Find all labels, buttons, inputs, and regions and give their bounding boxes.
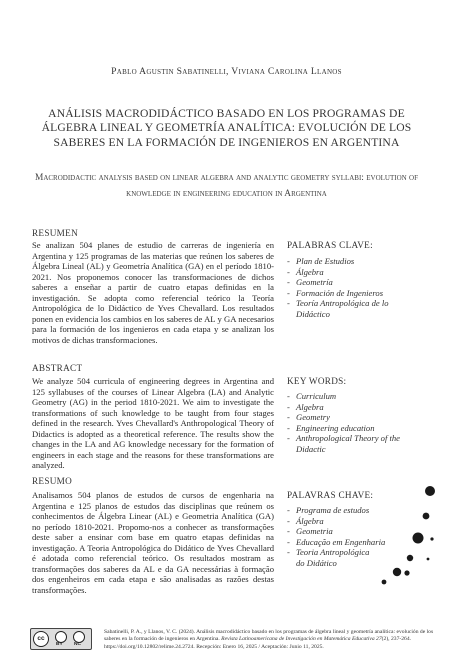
resumo-heading: RESUMO [32,476,73,486]
title-english: Macrodidactic analysis based on linear algebra and analytic geometry syllabi: evolution of knowledge in engineering education in Argentina [35,173,418,199]
abstract-text: We analyze 504 curricula of engineering degrees in Argentina and 125 syllabuses of the courses of Linear Algebra (LA) and Analytic Geometry (AG) in the period 1810-2021. We aim to investigate the transformations of such knowledge to be taught from four stages defined in the research. Yves Chevallard's Anthropological Theory of Didactics is adopted as a theoretical reference. The results show the changes in the LA and AG knowledge necessary for the formation of engineers in each stage and the reasons for these transformations are analyzed. [32,376,274,471]
keyword-item: - Geometría [287,277,333,288]
keyword-item: - Educação em Engenharia [287,536,386,547]
keyword-item: - Programa de estudos [287,505,370,515]
keyword-item: - Formación de Ingenieros [287,287,384,298]
keyword-item: - Anthropological Theory of the Didactic [287,433,400,454]
resumen-keywords-heading: PALABRAS CLAVE: [287,240,373,250]
citation-tail: (2), 237-264. https://doi.org/10.12802/relime.24.2724. Recepción: Enero 16, 2025 / Aceptación: Junio 11, 2025. [104,636,412,650]
abstract-keywords [287,391,417,455]
keyword-item: - Teoría Antropológica de lo Didáctico [287,298,389,319]
citation-journal: Revista Latinoamericana de Investigación en Matemática Educativa 27 [221,636,382,643]
decorative-dots [372,486,442,586]
keyword-item: - Curriculum [287,391,337,401]
resumo-text: Analisamos 504 planos de estudos de cursos de engenharia na Argentina e 125 planos de estudos das disciplinas que reúnem os conhecimentos de Álgebra Linear (AL) e Geometria Analítica (GA) no período 1810-2021. Propomo-nos a conhecer as transformações deste saber a ensinar com base em quatro etapas definidas na investigação. A Teoria Antropológica do Didático de Yves Chevallard é adotada como referencial teórico. Os resultados mostram as transformações dos saberes da AL e da GA necessárias à formação dos engenheiros em cada etapa e são analisadas as razões destas transformações. [32,490,274,595]
by-label: BY [56,642,63,647]
abstract-heading: ABSTRACT [32,363,83,373]
keyword-item: - Álgebra [287,266,324,277]
title-spanish: ANÁLISIS MACRODIDÁCTICO BASADO EN LOS PROGRAMAS DE ÁLGEBRA LINEAL Y GEOMETRÍA ANALÍTICA: EVOLUCIÓN DE LOS SABERES EN LA FORMACIÓN DE INGENIEROS EN ARGENTINA [41,107,412,149]
keyword-item: - Algebra [287,401,324,412]
keyword-item: - Plan de Estudios [287,256,355,266]
resumen-keywords [287,256,417,320]
keyword-item: - Engineering education [287,422,375,433]
resumen-text: Se analizan 504 planes de estudio de carreras de ingeniería en Argentina y 125 programas de las materias que reúnen los saberes de Álgebra Lineal (AL) y Geometría Analítica (GA) en el período 1810-2021. Nos proponemos conocer las transformaciones de dichos saberes a enseñar a partir de cuatro etapas definidas en la investigación. Se adopta como referencial teórico la Teoría Antropológica de lo Didáctico de Yves Chevallard. Los resultados ponen en evidencia los cambios en los saberes de AL y GA necesarios para la formación de los ingenieros en cada etapa y se analizan los motivos de dichas transformaciones. [32,240,274,345]
keyword-item: - Álgebra [287,515,324,526]
keyword-item: - Geometria [287,526,333,537]
citation [104,629,436,651]
citation-main: Sabatinelli, P. A., y Llanos, V. C. (2024). Análisis macrodidáctico basado en los programas de álgebra lineal y geometría analítica: evolución de los saberes en la formación de ingenieros en Argentina. [104,629,434,643]
keyword-item: - Teoria Antropológica do Didático [287,547,370,568]
cc-license-badge [30,628,92,650]
nc-label: NC [74,642,81,647]
keyword-item: - Geometry [287,412,330,423]
abstract-keywords-heading: KEY WORDS: [287,376,347,386]
resumen-heading: RESUMEN [32,228,79,238]
cc-icon: cc [33,631,49,647]
resumo-keywords-heading: PALAVRAS CHAVE: [287,490,374,500]
authors: Pablo Agustin Sabatinelli, Viviana Carolina Llanos [111,66,342,77]
